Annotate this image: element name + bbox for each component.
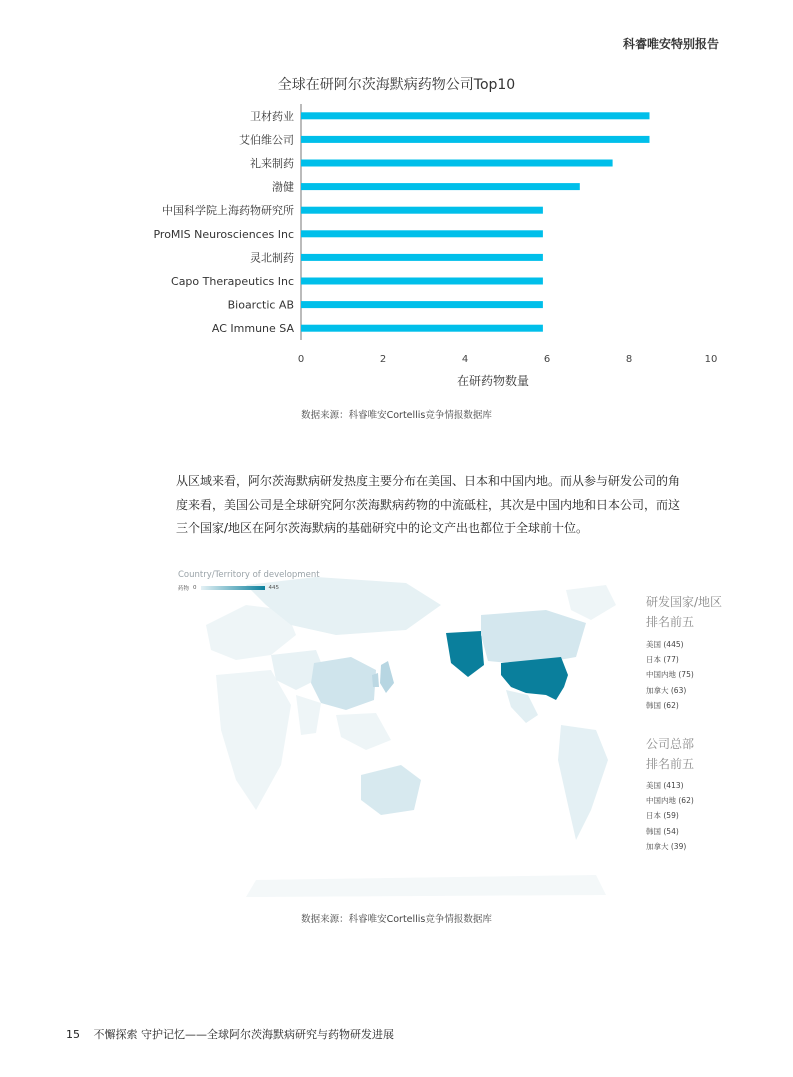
rank-dev-title-line: 排名前五 [646,615,695,629]
map-legend-min: 0 [193,585,197,591]
map-region-greenland [566,585,616,620]
map-legend-max: 445 [268,585,280,591]
map-region-south-america [558,725,608,840]
x-tick-label: 4 [461,354,469,365]
x-tick-label: 8 [625,354,633,365]
rank-hq-list [646,778,694,854]
rank-dev-title-line: 研发国家/地区 [646,595,723,609]
bar [301,207,543,214]
rank-hq-item: 美国 (413) [646,781,684,790]
bar-chart [0,100,793,370]
y-tick-label: AC Immune SA [211,322,294,336]
x-tick-label: 6 [543,354,551,365]
map-region-canada [481,610,586,665]
bar [301,136,650,143]
map-legend [178,584,279,592]
rank-dev-title [646,592,722,632]
page-number: 15 [66,1028,80,1041]
rank-hq-title [646,734,694,774]
map-source: 数据来源：科睿唯安Cortellis竞争情报数据库 [301,914,492,925]
y-tick-label: 渤健 [272,180,294,194]
x-tick-label: 10 [704,354,718,365]
map-region-se-asia [336,713,391,750]
paragraph-line: 度来看，美国公司是全球研究阿尔茨海默病药物的中流砥柱，其次是中国内地和日本公司，而这 [176,497,681,512]
y-tick-label: 中国科学院上海药物研究所 [162,204,294,218]
rank-dev-item: 加拿大 (63) [646,685,687,695]
bar [301,301,543,308]
rank-dev-item: 中国内地 (75) [646,670,694,680]
y-tick-label: Bioarctic AB [227,298,294,312]
bar [301,254,543,261]
rank-dev-item: 美国 (445) [646,640,684,649]
bar [301,278,543,285]
map-region-mexico [506,690,538,723]
chart-title: 全球在研阿尔茨海默病药物公司Top10 [277,77,516,93]
paragraph-line: 从区域来看，阿尔茨海默病研发热度主要分布在美国、日本和中国内地。而从参与研发公司的角 [176,474,681,488]
world-map [176,565,646,900]
x-tick-label: 2 [379,354,387,365]
rank-hq-title-line: 排名前五 [646,757,695,771]
map-region-japan [380,661,394,693]
map-legend-title: Country/Territory of development [178,570,320,580]
map-region-alaska [446,631,484,677]
y-tick-label: ProMIS Neurosciences Inc [153,227,294,241]
map-region-korea [372,673,379,687]
y-tick-label: 礼来制药 [250,157,294,170]
map-legend-label: 药物 [178,586,190,592]
body-paragraph [176,470,724,541]
x-tick-label: 0 [297,354,305,365]
map-region-africa [216,670,291,810]
map-legend-gradient [201,586,265,590]
y-tick-label: 灵北制药 [250,251,294,265]
bar [301,160,613,167]
rank-hq-item: 加拿大 (39) [646,841,687,851]
y-tick-label: 卫材药业 [250,109,294,123]
bar [301,183,580,190]
rank-hq-item: 中国内地 (62) [646,796,694,806]
report-header-title: 科睿唯安特别报告 [622,37,719,51]
chart-source: 数据来源：科睿唯安Cortellis竞争情报数据库 [301,410,492,421]
rank-dev-item: 日本 (77) [646,655,679,665]
rank-dev-item: 韩国 (62) [646,700,679,710]
rank-hq-title-line: 公司总部 [646,737,695,751]
rank-hq-item: 日本 (59) [646,811,679,821]
rank-dev-list [646,637,694,713]
paragraph-line: 三个国家/地区在阿尔茨海默病的基础研究中的论文产出也都位于全球前十位。 [176,521,589,535]
map-region-antarctica [246,875,606,897]
chart-x-axis-label: 在研药物数量 [456,374,529,388]
y-tick-label: Capo Therapeutics Inc [171,275,294,288]
rank-hq-item: 韩国 (54) [646,826,679,836]
bar [301,112,650,119]
bar [301,325,543,332]
map-region-china [311,657,376,710]
footer-text: 不懈探索 守护记忆——全球阿尔茨海默病研究与药物研发进展 [93,1028,394,1041]
y-tick-label: 艾伯维公司 [239,133,294,147]
map-region-india [296,695,321,735]
page-footer [66,1026,394,1042]
map-region-australia [361,765,421,815]
bar [301,230,543,237]
